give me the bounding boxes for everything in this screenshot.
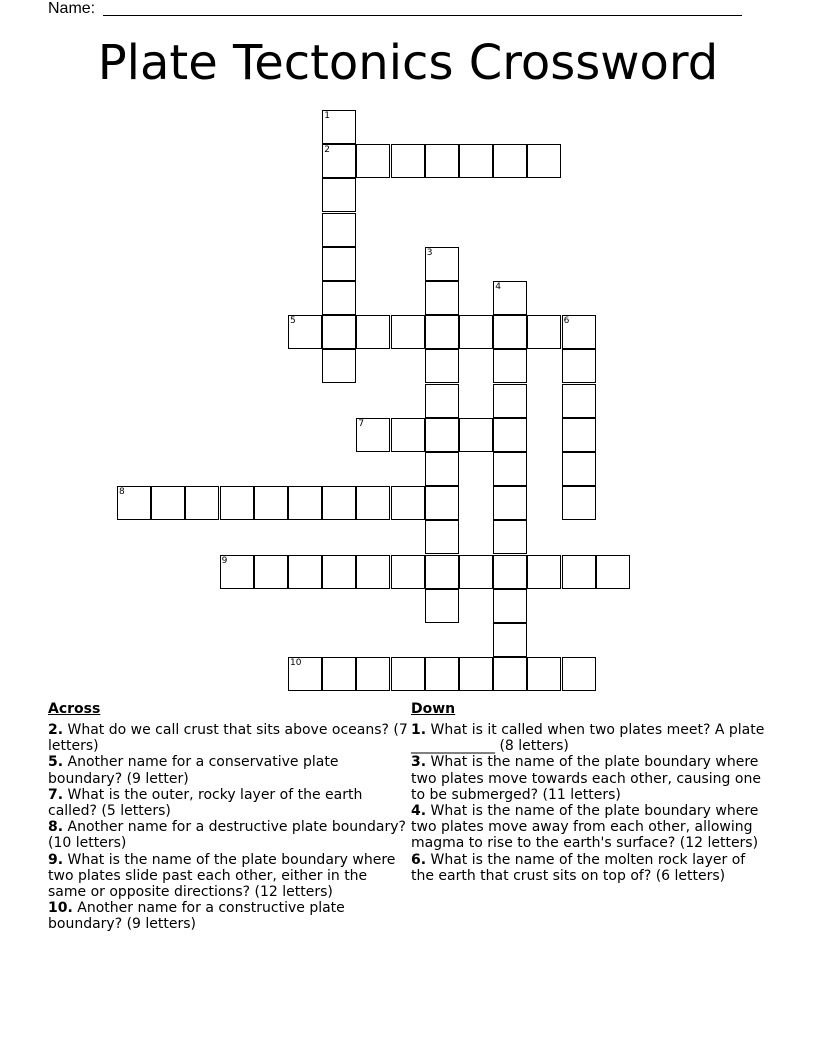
- grid-cell[interactable]: [322, 281, 356, 315]
- down-clues: [411, 700, 771, 884]
- grid-cell[interactable]: [254, 486, 288, 520]
- clue-number: 9.: [48, 851, 64, 868]
- grid-cell[interactable]: [391, 486, 425, 520]
- grid-cell[interactable]: [493, 384, 527, 418]
- grid-cell[interactable]: [425, 418, 459, 452]
- grid-cell[interactable]: [493, 418, 527, 452]
- name-label: Name:: [48, 0, 96, 17]
- grid-cell[interactable]: [562, 349, 596, 383]
- page-title: Plate Tectonics Crossword: [97, 35, 719, 91]
- clue-text: What is it called when two plates meet? A plate ____________ (8 letters): [411, 722, 765, 755]
- clue-number: 6.: [411, 851, 427, 868]
- grid-cell[interactable]: [425, 452, 459, 486]
- grid-cell[interactable]: [493, 520, 527, 554]
- cell-number: 2: [324, 145, 330, 156]
- grid-cell[interactable]: [151, 486, 185, 520]
- grid-cell[interactable]: [220, 555, 254, 589]
- cell-number: 4: [495, 282, 501, 292]
- clue-number: 7.: [48, 786, 64, 803]
- grid-cell[interactable]: [562, 418, 596, 452]
- clue-number: 3.: [411, 754, 427, 771]
- across-clues: [48, 700, 408, 933]
- grid-cell[interactable]: [391, 144, 425, 178]
- grid-cell[interactable]: [322, 144, 356, 178]
- grid-cell[interactable]: [459, 315, 493, 349]
- grid-cell[interactable]: [459, 555, 493, 589]
- grid-cell[interactable]: [493, 555, 527, 589]
- grid-cell[interactable]: [425, 144, 459, 178]
- grid-cell[interactable]: [493, 349, 527, 383]
- grid-cell[interactable]: [425, 349, 459, 383]
- grid-cell[interactable]: [288, 555, 322, 589]
- clue-item: [48, 722, 408, 754]
- grid-cell[interactable]: [425, 657, 459, 691]
- grid-cell[interactable]: [493, 452, 527, 486]
- grid-cell[interactable]: [562, 384, 596, 418]
- clue-text: What is the name of the plate boundary where two plates move away from each other, allowing magma to rise to the earth's surface? (12 letters): [411, 803, 759, 852]
- across-clue-list: [48, 722, 408, 933]
- grid-cell[interactable]: [493, 589, 527, 623]
- clue-item: [48, 787, 408, 819]
- grid-cell[interactable]: [322, 486, 356, 520]
- grid-cell[interactable]: [322, 213, 356, 247]
- clue-item: [411, 852, 771, 884]
- clue-number: 2.: [48, 722, 64, 738]
- grid-cell[interactable]: [425, 555, 459, 589]
- grid-cell[interactable]: [391, 555, 425, 589]
- down-clue-list: [411, 722, 771, 884]
- grid-cell[interactable]: [459, 418, 493, 452]
- clue-number: 10.: [48, 900, 73, 917]
- grid-cell[interactable]: [322, 178, 356, 212]
- clue-text: What is the name of the plate boundary where two plates move towards each other, causing one to be submerged? (11 letters): [411, 754, 761, 803]
- grid-cell[interactable]: [527, 555, 561, 589]
- grid-cell[interactable]: [391, 418, 425, 452]
- grid-cell[interactable]: [562, 555, 596, 589]
- grid-cell[interactable]: [322, 349, 356, 383]
- grid-cell[interactable]: [493, 281, 527, 315]
- grid-cell[interactable]: [527, 657, 561, 691]
- grid-cell[interactable]: [185, 486, 219, 520]
- grid-cell[interactable]: [356, 657, 390, 691]
- grid-cell[interactable]: [288, 315, 322, 349]
- grid-cell[interactable]: [459, 657, 493, 691]
- cell-number: 9: [221, 555, 228, 566]
- clue-text: What is the name of the molten rock layer of the earth that crust sits on top of? (6 letters): [411, 851, 746, 884]
- grid-cell[interactable]: [459, 144, 493, 178]
- cell-number: 8: [119, 487, 125, 498]
- grid-cell[interactable]: [493, 623, 527, 657]
- grid-cell[interactable]: [391, 657, 425, 691]
- cell-number: 5: [290, 316, 296, 327]
- across-heading: Across: [48, 701, 101, 717]
- cell-number: 6: [563, 316, 570, 327]
- cell-number: 7: [358, 418, 365, 429]
- clue-item: [48, 754, 408, 786]
- clue-text: What do we call crust that sits above oceans? (7 letters): [48, 722, 408, 755]
- name-field-line[interactable]: [103, 15, 742, 16]
- grid-cell[interactable]: [356, 315, 390, 349]
- down-heading: Down: [411, 701, 456, 717]
- grid-cell[interactable]: [288, 657, 322, 691]
- clue-number: 8.: [48, 819, 64, 836]
- grid-cell[interactable]: [562, 315, 596, 349]
- grid-cell[interactable]: [425, 589, 459, 623]
- grid-cell[interactable]: [356, 486, 390, 520]
- grid-cell[interactable]: [493, 657, 527, 691]
- cell-number: 10: [290, 658, 302, 669]
- grid-cell[interactable]: [220, 486, 254, 520]
- grid-cell[interactable]: [493, 144, 527, 178]
- grid-cell[interactable]: [562, 452, 596, 486]
- grid-cell[interactable]: [493, 486, 527, 520]
- grid-cell[interactable]: [527, 144, 561, 178]
- clue-text: Another name for a destructive plate boundary? (10 letters): [48, 819, 406, 852]
- grid-cell[interactable]: [322, 555, 356, 589]
- grid-cell[interactable]: [322, 110, 356, 144]
- grid-cell[interactable]: [596, 555, 630, 589]
- clue-text: Another name for a conservative plate boundary? (9 letter): [48, 754, 339, 787]
- cell-number: 1: [324, 111, 330, 121]
- grid-cell[interactable]: [425, 247, 459, 281]
- clue-item: [411, 722, 771, 754]
- clue-text: Another name for a constructive plate boundary? (9 letters): [48, 900, 345, 933]
- grid-cell[interactable]: [322, 657, 356, 691]
- grid-cell[interactable]: [288, 486, 322, 520]
- grid-cell[interactable]: [425, 315, 459, 349]
- clue-item: [48, 819, 408, 851]
- grid-cell[interactable]: [391, 315, 425, 349]
- grid-cell[interactable]: [356, 555, 390, 589]
- clue-item: [411, 754, 771, 803]
- clue-text: What is the outer, rocky layer of the earth called? (5 letters): [48, 786, 363, 820]
- clue-number: 1.: [411, 722, 427, 738]
- grid-cell[interactable]: [425, 520, 459, 554]
- cell-number: 3: [426, 247, 433, 258]
- grid-cell[interactable]: [254, 555, 288, 589]
- clue-item: [48, 852, 408, 901]
- clue-number: 5.: [48, 754, 64, 771]
- grid-cell[interactable]: [322, 247, 356, 281]
- grid-cell[interactable]: [356, 144, 390, 178]
- clue-number: 4.: [411, 803, 427, 820]
- grid-cell[interactable]: [527, 315, 561, 349]
- clue-text: What is the name of the plate boundary where two plates slide past each other, either in the same or opposite directions? (12 letters): [48, 851, 396, 901]
- clue-item: [411, 803, 771, 852]
- grid-cell[interactable]: [562, 657, 596, 691]
- clue-item: [48, 900, 408, 932]
- grid-cell[interactable]: [425, 384, 459, 418]
- grid-cell[interactable]: [322, 315, 356, 349]
- grid-cell[interactable]: [562, 486, 596, 520]
- grid-cell[interactable]: [117, 486, 151, 520]
- grid-cell[interactable]: [425, 281, 459, 315]
- grid-cell[interactable]: [356, 418, 390, 452]
- grid-cell[interactable]: [493, 315, 527, 349]
- grid-cell[interactable]: [425, 486, 459, 520]
